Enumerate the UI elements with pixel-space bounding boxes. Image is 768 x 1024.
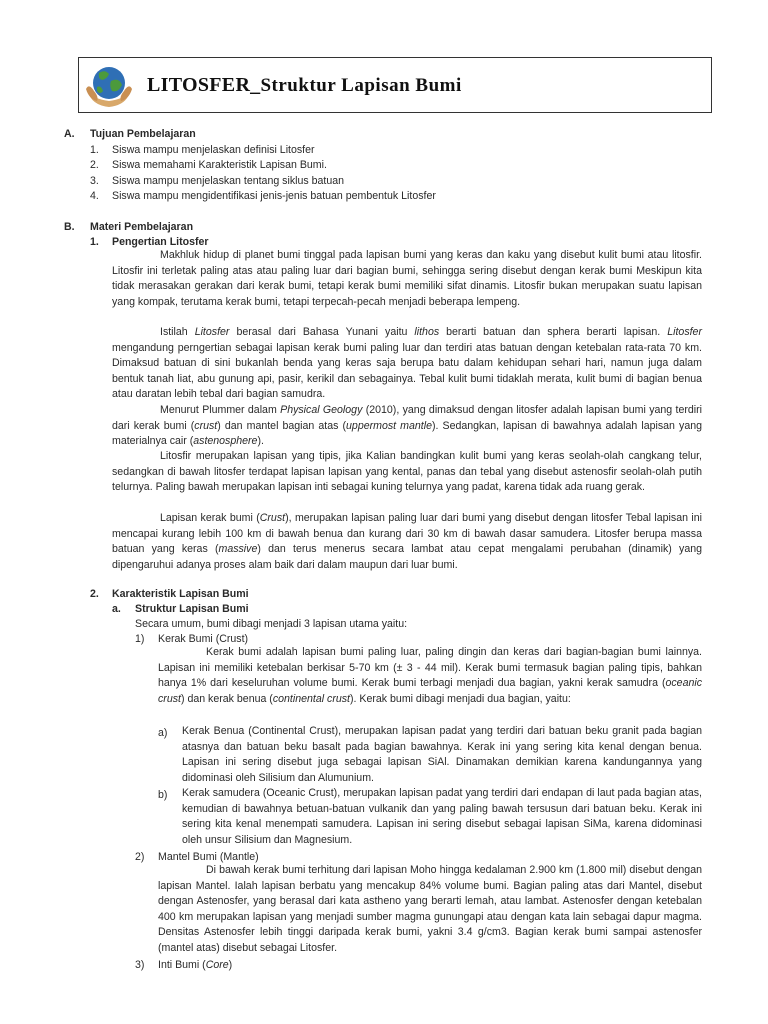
- list-item-number: 3.: [90, 175, 99, 187]
- subitem-b-label: b): [158, 789, 168, 801]
- section-a-heading: Tujuan Pembelajaran: [90, 128, 196, 140]
- list-item: Siswa mampu mengidentifikasi jenis-jenis batuan pembentuk Litosfer: [112, 190, 436, 202]
- item-a-intro: Secara umum, bumi dibagi menjadi 3 lapisan utama yaitu:: [135, 618, 408, 630]
- paragraph-1: Makhluk hidup di planet bumi tinggal pada lapisan bumi yang keras dan kaku yang disebut kulit bumi atau litosfir. Litosfir ini terletak paling atas atau paling luar dari bagian bumi, sehingga sering disebut dengan kerak bumi Meskipun kita tidak merasakan gerakan dari kerak bumi, tetapi kerak bumi memiliki sifat dinamis. Litosfir bukan merupakan suatu lapisan yang kompak, terutama kerak bumi, tetapi terpecah-pecah menjadi beberapa lempeng.: [112, 249, 702, 308]
- subsection-1-heading: Pengertian Litosfer: [112, 236, 209, 248]
- item-1-heading: Kerak Bumi (Crust): [158, 633, 249, 645]
- list-item-number: 2.: [90, 159, 99, 171]
- header-box: [78, 57, 712, 113]
- list-item-number: 1.: [90, 144, 99, 156]
- subitem-a-label: a): [158, 727, 168, 739]
- list-item: Siswa memahami Karakteristik Lapisan Bumi.: [112, 159, 327, 171]
- item-2-heading: Mantel Bumi (Mantle): [158, 851, 259, 863]
- item-3-number: 3): [135, 959, 145, 971]
- list-item: Siswa mampu menjelaskan tentang siklus batuan: [112, 175, 345, 187]
- paragraph-2: Istilah Litosfer berasal dari Bahasa Yunani yaitu lithos berarti batuan dan sphera berarti lapisan. Litosfer mengandung perngertian sebagai lapisan kerak bumi paling luar dan terdiri atas batuan dengan ketebalan rata-rata 70 km. Dimaksud batuan di sini bukanlah benda yang keras saja berupa batu dalam kehidupan sehari hari, namun juga dalam bentuk tanah liat, abu gunung api, pasir, kerikil dan sebagainya. Tebal kulit bumi tidaklah merata, kulit bumi di bagian benua atau daratan lebih tebal dari bagian samudra.: [112, 326, 702, 400]
- title-main: LITOSFER_: [147, 74, 261, 96]
- list-item: Siswa mampu menjelaskan definisi Litosfer: [112, 144, 315, 156]
- section-b-heading: Materi Pembelajaran: [90, 221, 194, 233]
- title-sub: Struktur Lapisan Bumi: [260, 75, 462, 96]
- item-3-heading: Inti Bumi (Core): [158, 959, 233, 971]
- globe-in-hands-icon: [85, 61, 133, 109]
- item-a-label: a.: [112, 603, 121, 615]
- continental-crust-paragraph: Kerak Benua (Continental Crust), merupakan lapisan padat yang terdiri dari batuan beku granit pada bagian atasnya dan batuan beku basalt pada bagian bawahnya. Kerak ini yang sering kita kenal dengan benua. Lapisan ini sering disebut juga sebagai lapisan SiAl. Dinamakan demikian karena kandungannya yang didominasi oleh Silisium dan Alumunium.: [182, 725, 702, 784]
- paragraph-3: Menurut Plummer dalam Physical Geology (2010), yang dimaksud dengan litosfer adalah lapisan bumi yang terdiri dari kerak bumi (crust) dan mantel bagian atas (uppermost mantle). Sedangkan, lapisan di bawahnya adalah lapisan yang materialnya cair (astenosphere).: [112, 404, 703, 447]
- section-b-label: B.: [64, 221, 75, 233]
- oceanic-crust-paragraph: Kerak samudera (Oceanic Crust), merupakan lapisan padat yang terdiri dari endapan di laut pada bagian atas, kemudian di bawahnya betuan-batuan vulkanik dan yang paling bawah tersusun dari batuan beku. Kerak ini sering kita kenal menempati samudera. Lapisan ini sering disebut sebagai lapisan SiMa, karena didominasi oleh unsur Silisium dan Magnesium.: [182, 787, 702, 846]
- subsection-2-heading: Karakteristik Lapisan Bumi: [112, 588, 249, 600]
- mantle-paragraph: Di bawah kerak bumi terhitung dari lapisan Moho hingga kedalaman 2.900 km (1.800 mil) disebut dengan lapisan Mantel. Ialah lapisan berbatu yang mencakup 84% volume bumi. Bagian paling atas dari Mantel, disebut dengan Astenosfer, yang berasal dari kata astheno yang berarti lemah, atau lambat. Astenosfer dengan ketebalan 400 km merupakan lapisan yang menjadi sumber magma gunungapi atau dengan kata lain sebagai dapur magma. Densitas Astenosfer lebih tinggi daripada kerak bumi, yakni 3.4 g/cm3. Bagian kerak bumi sampai astenosfer (mantel atas) disebut sebagai Litosfer.: [158, 864, 702, 954]
- crust-paragraph: Kerak bumi adalah lapisan bumi paling luar, paling dingin dan keras dari bagian-bagian bumi lainnya. Lapisan ini memiliki ketebalan berkisar 5-70 km (± 3 - 44 mil). Kerak bumi termasuk bagian paling tipis, bahkan hanya 1% dari keseluruhan volume bumi. Kerak bumi terbagi menjadi dua bagian, yakni kerak samudra (oceanic crust) dan kerak benua (continental crust). Kerak bumi dibagi menjadi dua bagian, yaitu:: [158, 646, 702, 705]
- paragraph-4: Litosfir merupakan lapisan yang tipis, jika Kalian bandingkan kulit bumi yang keras seolah-olah cangkang telur, sedangkan di bawah litosfer terdapat lapisan lapisan yang kental, panas dan tebal yang disebut astenosfir seolah-olah putih telurnya. Paling bawah merupakan lapisan inti sebagai kuning telurnya yang padat, karena tidak ada ruang gerak.: [112, 450, 702, 493]
- document-title: [147, 74, 462, 97]
- item-2-number: 2): [135, 851, 145, 863]
- subsection-1-number: 1.: [90, 236, 99, 248]
- paragraph-5: Lapisan kerak bumi (Crust), merupakan lapisan paling luar dari bumi yang disebut dengan litosfer Tebal lapisan ini mencapai kurang lebih 100 km di bawah benua dan kurang dari 30 km di bawah dasar samudera. Litosfer berupa massa batuan yang keras (massive) dan terus menerus secara lambat atau cepat mengalami perubahan (dinamik) yang dipengaruhui adanya proses alam baik dari dalam maupun dari luar bumi.: [112, 512, 703, 571]
- item-1-number: 1): [135, 633, 145, 645]
- list-item-number: 4.: [90, 190, 99, 202]
- section-a-label: A.: [64, 128, 75, 140]
- item-a-heading: Struktur Lapisan Bumi: [135, 603, 249, 615]
- subsection-2-number: 2.: [90, 588, 99, 600]
